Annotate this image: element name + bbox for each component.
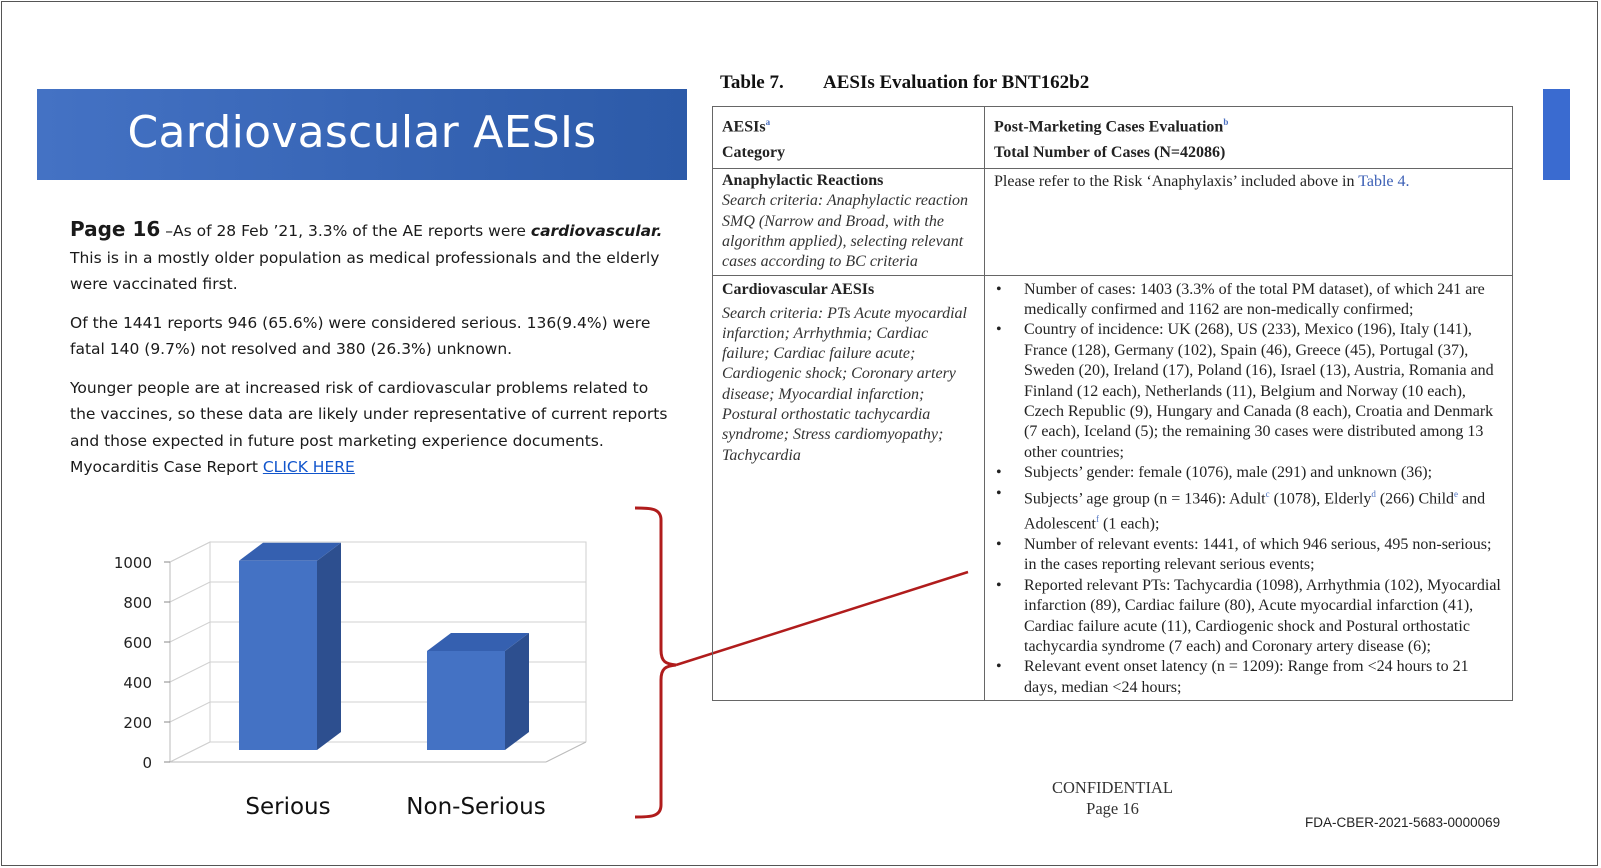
bar-side-face [505,633,529,750]
age-sup-f: f [1095,514,1099,525]
header-category: Category [722,144,786,162]
p1-emphasis: cardiovascular. [530,222,663,240]
y-tick-label: 400 [123,674,152,692]
age-sup-d: d [1371,488,1376,499]
paragraph-3 [70,375,670,481]
bullet-onset-latency: • Relevant event onset latency (n = 1209): Range from <24 hours to 21 days, median <24 hours; [994,657,1503,698]
y-tick-label: 1000 [113,554,152,572]
bullet-reported-pts: • Reported relevant PTs: Tachycardia (1098), Arrhythmia (102), Myocardial infarction (89), Cardiac failure (80), Acute myocardial infarction (41), Cardiac failure acute (11), Cardiogenic shock and Postural orthostatic tachycardia syndrome (7 each) and Coronary artery disease (6); [994,576,1503,658]
paragraph-1 [70,216,670,298]
table-header-row [713,107,1513,169]
chart-bars [239,543,529,750]
bar-front-face [239,561,317,750]
header-post-marketing: Post-Marketing Cases Evaluation [994,118,1224,136]
header-sup-a: a [765,117,771,127]
click-here-link[interactable]: CLICK HERE [262,458,355,476]
anaphylactic-category-cell [713,169,985,275]
cardiovascular-title: Cardiovascular AESIs [722,280,875,298]
anaphylactic-evaluation-cell [985,169,1513,275]
slide-title: Cardiovascular AESIs [127,107,597,158]
paragraph-2: Of the 1441 reports 946 (65.6%) were considered serious. 136(9.4%) were fatal 140 (9.7%) not resolved and 380 (26.3%) unknown. [70,313,651,358]
bullet-age-group [994,484,1503,535]
bar-chart [100,505,660,835]
anaphylactic-text: Please refer to the Risk ‘Anaphylaxis’ included above in [994,173,1359,191]
p1-rest: This is in a mostly older population as medical professionals and the elderly were vaccinated first. [70,248,660,293]
y-tick-label: 200 [123,714,152,732]
bar-serious [239,543,341,750]
chart-y-ticks [114,554,170,772]
header-col1 [713,107,985,169]
bar-non-serious [427,633,529,750]
table-4-link[interactable]: Table 4. [1358,173,1410,191]
x-tick-label: Serious [245,794,331,820]
bullet-number-of-cases: • Number of cases: 1403 (3.3% of the total PM dataset), of which 241 are medically confirmed and 1162 are non-medically confirmed; [994,280,1503,321]
chart-gridline [170,582,586,602]
header-aesis: AESIs [722,118,766,136]
table-number: Table 7. [720,72,784,93]
left-text-block [70,216,670,481]
table-row-anaphylactic [713,169,1513,275]
age-sup-e: e [1454,488,1459,499]
cardiovascular-bullets [994,280,1503,699]
age-text-b: (1078), Elderly [1269,489,1372,507]
page-label: Page 16 [70,217,161,241]
accent-bar [1543,89,1570,180]
aesi-table [712,106,1513,701]
header-total-cases: Total Number of Cases (N=42086) [994,144,1226,162]
y-tick-label: 0 [142,754,152,772]
header-col2 [985,107,1513,169]
cardiovascular-category-cell [713,275,985,701]
cardiovascular-evaluation-cell [985,275,1513,701]
chart-floor-side [546,742,586,762]
age-text-d: and Adolescent [1024,489,1486,533]
cardiovascular-criteria: Search criteria: PTs Acute myocardial infarction; Arrhythmia; Cardiac failure; Cardiac failure acute; Cardiogenic shock; Coronary artery disease; Myocardial infarction; Postural orthostatic tachycardia syndrome; Stress cardiomyopathy; Tachycardia [722,304,967,464]
document-id: FDA-CBER-2021-5683-0000069 [1305,815,1501,830]
header-sup-b: b [1223,117,1229,127]
p3-text: Younger people are at increased risk of cardiovascular problems related to the vaccines, so these data are likely under representative of current reports and those expected in future post marketing experience documents. Myocarditis Case Report [70,378,668,476]
bullet-gender: • Subjects’ gender: female (1076), male (291) and unknown (36); [994,463,1503,483]
chart-gridline [170,742,586,762]
chart-x-ticks [245,794,545,820]
confidential-footer [1000,777,1225,819]
doc-page-number: Page 16 [1086,799,1139,818]
anaphylactic-criteria: Search criteria: Anaphylactic reaction SMQ (Narrow and Broad, with the algorithm applied), selecting relevant cases according to BC criteria [722,192,969,271]
table-row-cardiovascular [713,275,1513,701]
bullet-relevant-events: • Number of relevant events: 1441, of which 946 serious, 495 non-serious; in the cases reporting relevant serious events; [994,535,1503,576]
x-tick-label: Non-Serious [406,794,546,820]
y-tick-label: 800 [123,594,152,612]
age-text-e: (1 each); [1098,515,1160,533]
anaphylactic-title: Anaphylactic Reactions [722,172,884,190]
age-text-c: (266) Child [1375,489,1455,507]
age-text-a: Subjects’ age group (n = 1346): Adult [1024,489,1266,507]
confidential-label: CONFIDENTIAL [1052,778,1173,797]
chart-side-wall [170,542,210,762]
age-sup-c: c [1265,488,1270,499]
table-caption [720,72,1089,94]
y-tick-label: 600 [123,634,152,652]
table-title: AESIs Evaluation for BNT162b2 [823,72,1090,93]
p1-intro: –As of 28 Feb ’21, 3.3% of the AE reports were [160,222,531,240]
chart-gridline [170,542,586,562]
title-bar [37,89,687,180]
bar-side-face [317,543,341,750]
bullet-country: • Country of incidence: UK (268), US (233), Mexico (196), Italy (141), France (128), Germany (102), Spain (46), Greece (45), Portugal (37), Sweden (20), Ireland (17), Poland (16), Israel (13), Austria, Romania and Finland (12 each), Netherlands (11), Belgium and Norway (10 each), Czech Republic (9), Hungary and Canada (8 each), Croatia and Denmark (7 each), Iceland (5); the remaining 30 cases were distributed among 13 other countries; [994,320,1503,463]
bar-front-face [427,651,505,750]
